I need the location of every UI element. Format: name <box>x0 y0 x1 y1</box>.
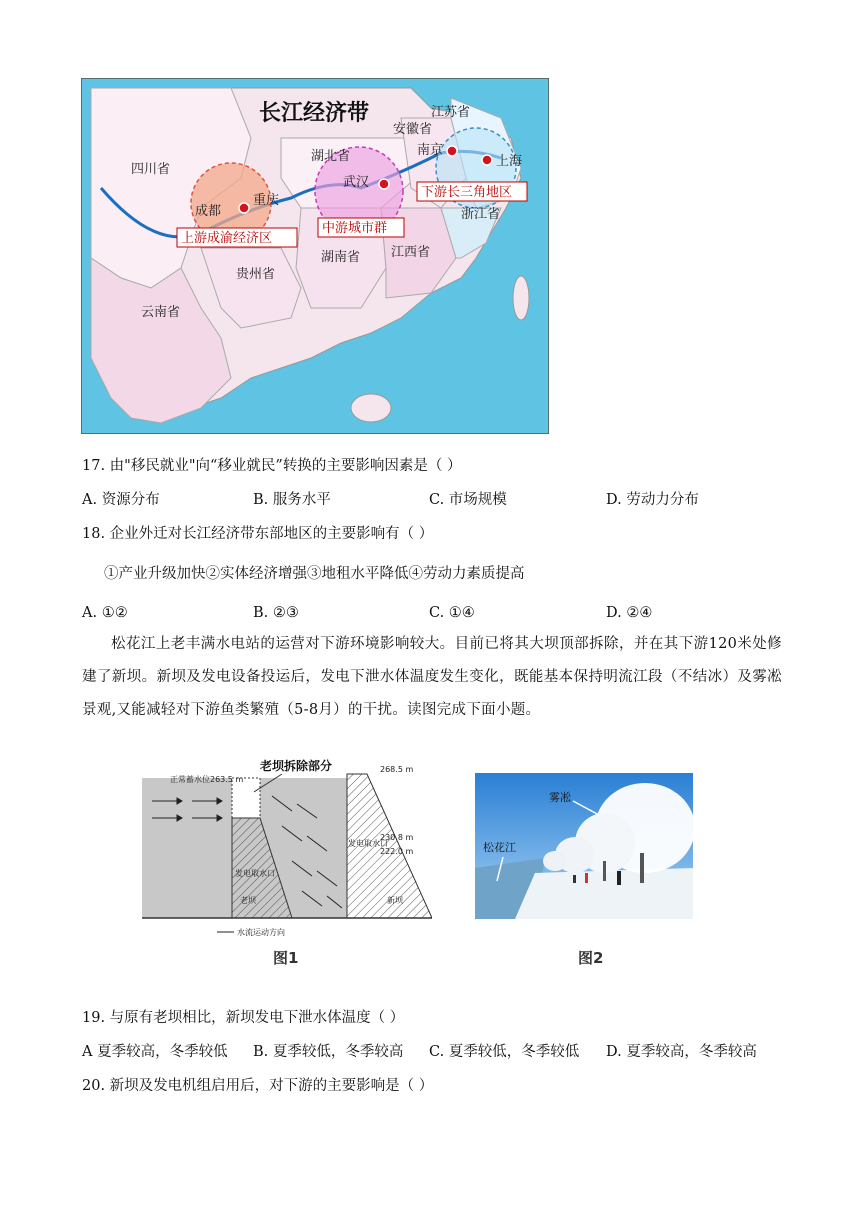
label-level-230: 230.8 m <box>380 833 414 842</box>
label-old-dam: 老坝 <box>240 896 256 905</box>
q18-option-d[interactable]: D. ②④ <box>606 605 653 621</box>
q19-option-a[interactable]: A 夏季较高，冬季较低 <box>82 1044 228 1060</box>
label-middle-region: 中游城市群 <box>322 221 388 236</box>
figure-1-caption: 图1 <box>273 949 299 967</box>
label-level-222: 222.0 m <box>380 847 414 856</box>
label-songhua-river: 松花江 <box>483 841 516 854</box>
q18-option-b[interactable]: B. ②③ <box>253 605 299 621</box>
q17-option-a[interactable]: A. 资源分布 <box>82 492 160 508</box>
label-guizhou: 贵州省 <box>236 267 276 282</box>
label-hunan: 湖南省 <box>321 250 361 265</box>
label-chengdu: 成都 <box>195 204 222 219</box>
label-yunnan: 云南省 <box>141 305 181 320</box>
label-hubei: 湖北省 <box>311 149 351 164</box>
label-chongqing: 重庆 <box>253 193 280 208</box>
label-wuhan: 武汉 <box>343 175 370 190</box>
yangtze-economic-belt-map <box>81 78 549 434</box>
label-jiangsu: 江苏省 <box>431 105 471 120</box>
figure-2-photo <box>475 773 693 919</box>
q17-option-d[interactable]: D. 劳动力分布 <box>606 492 699 508</box>
figure-2-caption: 图2 <box>578 949 604 967</box>
label-nanjing: 南京 <box>417 143 444 158</box>
label-rime: 雾凇 <box>549 791 571 804</box>
q17-stem: 17. 由"移民就业"向“移业就民”转换的主要影响因素是（ ） <box>82 458 462 474</box>
q19-stem: 19. 与原有老坝相比，新坝发电下泄水体温度（ ） <box>82 1010 405 1026</box>
label-lower-region: 下游长三角地区 <box>421 185 513 200</box>
label-shanghai: 上海 <box>496 154 523 169</box>
q18-items: ①产业升级加快②实体经济增强③地租水平降低④劳动力素质提高 <box>104 566 525 582</box>
label-jiangxi: 江西省 <box>391 245 431 260</box>
q17-option-c[interactable]: C. 市场规模 <box>429 492 507 508</box>
label-top-level: 268.5 m <box>380 765 414 774</box>
label-old-intake: 发电取水口 <box>235 869 275 878</box>
q17-option-b[interactable]: B. 服务水平 <box>253 492 331 508</box>
q18-option-a[interactable]: A. ①② <box>82 605 128 621</box>
label-normal-level: 正常蓄水位263.5 m <box>170 775 244 784</box>
label-new-intake: 发电取水口 <box>348 839 388 848</box>
figure-1-dam <box>142 756 432 938</box>
q18-stem: 18. 企业外迁对长江经济带东部地区的主要影响有（ ） <box>82 526 434 542</box>
q20-stem: 20. 新坝及发电机组启用后，对下游的主要影响是（ ） <box>82 1078 434 1094</box>
map-title: 长江经济带 <box>259 101 370 126</box>
label-anhui: 安徽省 <box>393 122 433 137</box>
label-upper-region: 上游成渝经济区 <box>181 231 273 246</box>
label-old-dam-removed: 老坝拆除部分 <box>260 759 333 773</box>
q19-option-b[interactable]: B. 夏季较低，冬季较高 <box>253 1044 404 1060</box>
label-sichuan: 四川省 <box>131 162 171 177</box>
q19-option-d[interactable]: D. 夏季较高，冬季较高 <box>606 1044 757 1060</box>
label-zhejiang: 浙江省 <box>461 207 501 222</box>
label-new-dam: 新坝 <box>387 896 403 905</box>
q18-option-c[interactable]: C. ①④ <box>429 605 475 621</box>
passage: 松花江上老丰满水电站的运营对下游环境影响较大。目前已将其大坝顶部拆除，并在其下游120米处修建了新坝。新坝及发电设备投运后，发电下泄水体温度发生变化，既能基本保持明流江段（不结冰）及雾凇景观,又能减轻对下游鱼类繁殖（5-8月）的干扰。读图完成下面小题。 <box>82 636 782 718</box>
q19-option-c[interactable]: C. 夏季较低，冬季较低 <box>429 1044 580 1060</box>
map-svg <box>81 78 549 434</box>
label-flow-legend: 水流运动方向 <box>237 928 285 937</box>
